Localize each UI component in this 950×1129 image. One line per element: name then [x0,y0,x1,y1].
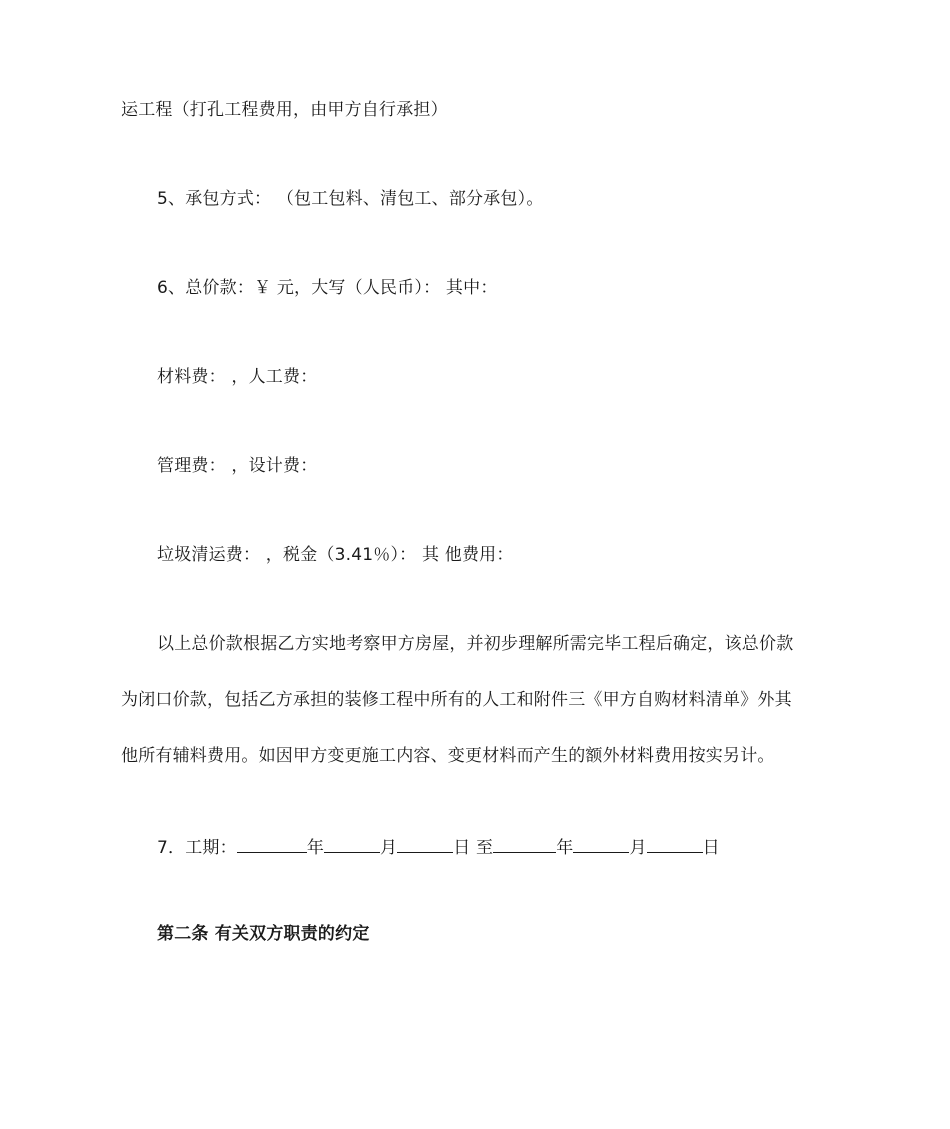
blank-end-day[interactable] [647,834,703,853]
text-line-engineering: 运工程（打孔工程费用，由甲方自行承担） [121,100,448,120]
period-day-end: 日 [702,838,720,858]
section-heading-article-2: 第二条 有关双方职责的约定 [157,924,370,944]
paragraph-price-line-3: 他所有辅料费用。如因甲方变更施工内容、变更材料而产生的额外材料费用按实另计。 [121,746,775,766]
fee-garbage-tax-other: 垃圾清运费： ，税金（3.41％）： 其 他费用： [157,545,514,565]
period-day-start: 日 至 [453,838,494,858]
period-label: 7．工期： [157,838,237,858]
period-month-start: 月 [380,838,398,858]
paragraph-price-line-2: 为闭口价款，包括乙方承担的装修工程中所有的人工和附件三《甲方自购材料清单》外其 [121,690,792,710]
period-year-end: 年 [556,838,574,858]
item-contract-method: 5、承包方式： （包工包料、清包工、部分承包）。 [157,189,544,209]
blank-end-year[interactable] [493,834,556,853]
item-total-price: 6、总价款：￥ 元，大写（人民币）： 其中： [157,278,498,298]
blank-start-day[interactable] [397,834,453,853]
fee-management-design: 管理费： ，设计费： [157,456,318,476]
construction-period [157,834,720,859]
period-month-end: 月 [629,838,647,858]
period-year-start: 年 [306,838,325,858]
fee-material-labor: 材料费： ，人工费： [157,367,318,387]
blank-start-year[interactable] [237,834,307,853]
blank-start-month[interactable] [324,834,380,853]
paragraph-price-line-1: 以上总价款根据乙方实地考察甲方房屋，并初步理解所需完毕工程后确定，该总价款 [157,634,794,654]
blank-end-month[interactable] [573,834,629,853]
